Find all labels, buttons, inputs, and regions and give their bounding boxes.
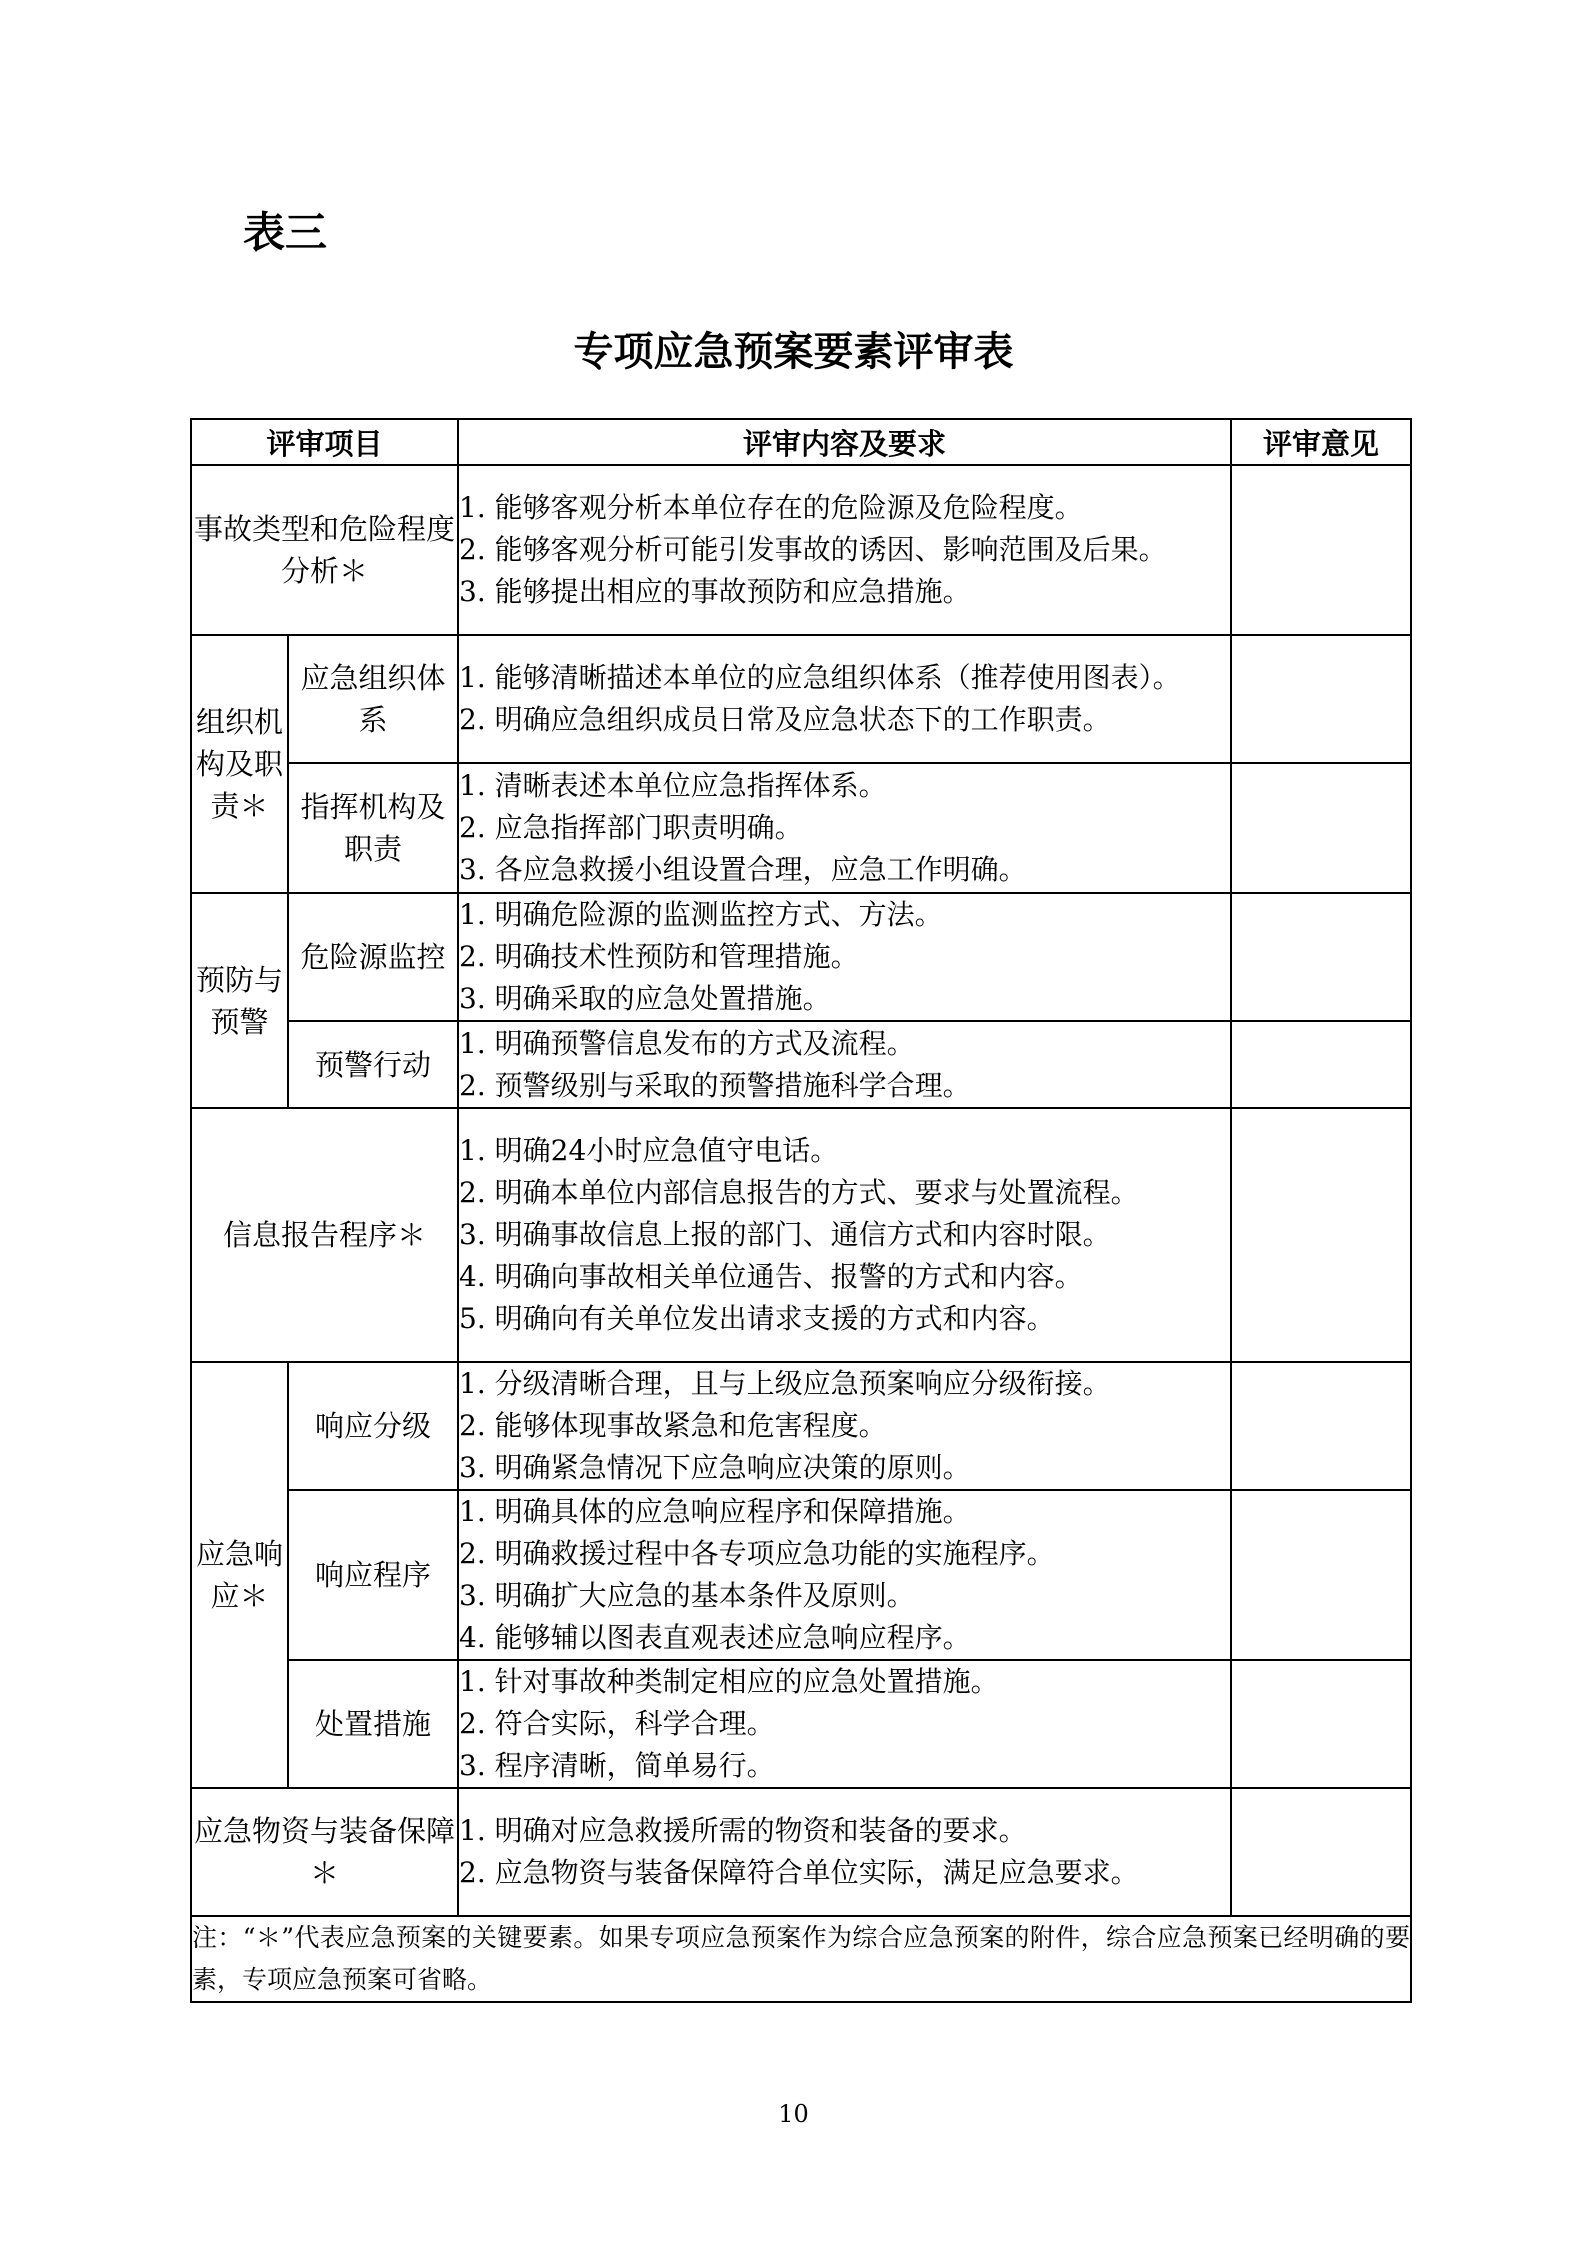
requirement-item: 1. 能够清晰描述本单位的应急组织体系（推荐使用图表）。 <box>459 661 1181 694</box>
requirement-item: 2. 明确应急组织成员日常及应急状态下的工作职责。 <box>459 703 1111 736</box>
content-cell <box>458 1362 1231 1490</box>
requirement-item: 2. 能够客观分析可能引发事故的诱因、影响范围及后果。 <box>459 533 1167 566</box>
category-cell <box>191 1362 288 1788</box>
opinion-cell[interactable] <box>1231 1788 1411 1916</box>
opinion-cell[interactable] <box>1231 1362 1411 1490</box>
requirement-item: 1. 清晰表述本单位应急指挥体系。 <box>459 769 887 802</box>
subcategory-label: 应急组织体系 <box>300 661 446 737</box>
opinion-cell[interactable] <box>1231 1660 1411 1788</box>
category-cell <box>191 893 288 1108</box>
requirement-item: 1. 分级清晰合理，且与上级应急预案响应分级衔接。 <box>459 1367 1111 1400</box>
note-row <box>191 1916 1411 2002</box>
content-cell <box>458 1108 1231 1362</box>
category-cell <box>191 1788 458 1916</box>
requirement-item: 2. 符合实际，科学合理。 <box>459 1707 775 1740</box>
subcategory-cell <box>288 1021 458 1108</box>
subcategory-cell <box>288 1362 458 1490</box>
requirement-item: 4. 明确向事故相关单位通告、报警的方式和内容。 <box>459 1260 1083 1293</box>
opinion-cell[interactable] <box>1231 1108 1411 1362</box>
content-cell <box>458 763 1231 893</box>
header-review-content: 评审内容及要求 <box>458 419 1231 465</box>
subcategory-cell <box>288 893 458 1021</box>
opinion-cell[interactable] <box>1231 1490 1411 1660</box>
subcategory-label: 响应分级 <box>315 1409 432 1443</box>
table-row <box>191 1788 1411 1916</box>
requirement-item: 2. 明确技术性预防和管理措施。 <box>459 940 859 973</box>
requirement-item: 2. 明确救援过程中各专项应急功能的实施程序。 <box>459 1537 1055 1570</box>
requirement-item: 3. 明确扩大应急的基本条件及原则。 <box>459 1579 915 1612</box>
requirement-item: 1. 明确危险源的监测监控方式、方法。 <box>459 898 943 931</box>
content-cell <box>458 1660 1231 1788</box>
requirement-item: 3. 各应急救援小组设置合理，应急工作明确。 <box>459 853 1027 886</box>
opinion-cell[interactable] <box>1231 635 1411 763</box>
requirement-item: 3. 明确事故信息上报的部门、通信方式和内容时限。 <box>459 1218 1111 1251</box>
table-row <box>191 635 1411 763</box>
note-cell <box>191 1916 1411 2002</box>
note-text: 注：“＊”代表应急预案的关键要素。如果专项应急预案作为综合应急预案的附件，综合应急预案已经明确的要素，专项应急预案可省略。 <box>192 1923 1411 1994</box>
requirement-item: 2. 明确本单位内部信息报告的方式、要求与处置流程。 <box>459 1176 1139 1209</box>
subcategory-cell <box>288 763 458 893</box>
subcategory-label: 指挥机构及职责 <box>300 790 446 866</box>
requirement-item: 3. 明确采取的应急处置措施。 <box>459 982 831 1015</box>
content-cell <box>458 893 1231 1021</box>
category-label: 应急响应＊ <box>195 1537 283 1613</box>
content-cell <box>458 635 1231 763</box>
table-row <box>191 1021 1411 1108</box>
requirement-item: 1. 能够客观分析本单位存在的危险源及危险程度。 <box>459 491 1083 524</box>
table-row <box>191 1660 1411 1788</box>
table-row <box>191 763 1411 893</box>
content-cell <box>458 1788 1231 1916</box>
subcategory-cell <box>288 1660 458 1788</box>
category-cell <box>191 465 458 635</box>
subcategory-label: 危险源监控 <box>300 940 446 974</box>
category-cell <box>191 635 288 893</box>
header-review-opinion: 评审意见 <box>1231 419 1411 465</box>
category-label: 事故类型和危险程度分析＊ <box>194 512 456 588</box>
content-cell <box>458 1490 1231 1660</box>
category-label: 应急物资与装备保障＊ <box>194 1814 456 1890</box>
requirement-item: 1. 针对事故种类制定相应的应急处置措施。 <box>459 1665 999 1698</box>
subcategory-label: 处置措施 <box>315 1707 432 1741</box>
opinion-cell[interactable] <box>1231 893 1411 1021</box>
subcategory-cell <box>288 635 458 763</box>
subcategory-cell <box>288 1490 458 1660</box>
requirement-item: 3. 能够提出相应的事故预防和应急措施。 <box>459 575 971 608</box>
opinion-cell[interactable] <box>1231 763 1411 893</box>
opinion-cell[interactable] <box>1231 1021 1411 1108</box>
category-label: 信息报告程序＊ <box>223 1218 427 1252</box>
table-row <box>191 1108 1411 1362</box>
requirement-item: 1. 明确对应急救援所需的物资和装备的要求。 <box>459 1814 1027 1847</box>
content-cell <box>458 1021 1231 1108</box>
requirement-item: 2. 应急物资与装备保障符合单位实际，满足应急要求。 <box>459 1856 1139 1889</box>
requirement-item: 2. 预警级别与采取的预警措施科学合理。 <box>459 1068 971 1102</box>
subcategory-label: 响应程序 <box>315 1558 432 1592</box>
header-review-item: 评审项目 <box>191 419 458 465</box>
requirement-item: 1. 明确具体的应急响应程序和保障措施。 <box>459 1495 971 1528</box>
table-label: 表三 <box>243 208 328 257</box>
table-row <box>191 1362 1411 1490</box>
table-header-row <box>191 419 1411 465</box>
requirement-item: 1. 明确24小时应急值守电话。 <box>459 1134 839 1167</box>
requirement-item: 2. 能够体现事故紧急和危害程度。 <box>459 1409 887 1442</box>
category-label: 预防与预警 <box>195 962 283 1039</box>
page-number: 10 <box>778 2100 809 2128</box>
category-label: 组织机构及职责＊ <box>195 705 283 823</box>
table-row <box>191 465 1411 635</box>
document-title: 专项应急预案要素评审表 <box>573 329 1014 375</box>
category-cell <box>191 1108 458 1362</box>
review-table <box>190 418 1412 2003</box>
subcategory-label: 预警行动 <box>315 1047 432 1082</box>
requirement-item: 1. 明确预警信息发布的方式及流程。 <box>459 1026 915 1060</box>
requirement-item: 3. 明确紧急情况下应急响应决策的原则。 <box>459 1451 971 1484</box>
requirement-item: 3. 程序清晰，简单易行。 <box>459 1749 775 1782</box>
requirement-item: 2. 应急指挥部门职责明确。 <box>459 811 803 844</box>
requirement-item: 5. 明确向有关单位发出请求支援的方式和内容。 <box>459 1302 1055 1335</box>
requirement-item: 4. 能够辅以图表直观表述应急响应程序。 <box>459 1621 971 1654</box>
table-row <box>191 893 1411 1021</box>
opinion-cell[interactable] <box>1231 465 1411 635</box>
content-cell <box>458 465 1231 635</box>
table-row <box>191 1490 1411 1660</box>
